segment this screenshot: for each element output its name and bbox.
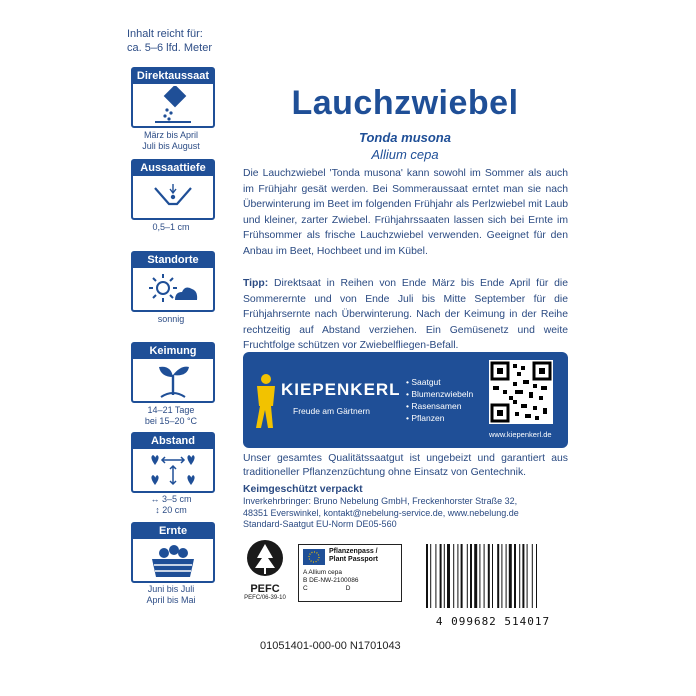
- importer-line: Inverkehrbringer: Bruno Nebelung GmbH, Freckenhorster Straße 32,: [243, 496, 518, 506]
- passport-field-a: A Allium cepa: [303, 569, 343, 576]
- botanical-name: Allium cepa: [371, 147, 439, 162]
- product-category-list: [406, 376, 473, 424]
- brand-banner: [243, 352, 568, 448]
- article-code: 01051401-000-00 N1701043: [260, 640, 401, 652]
- passport-field-c: C: [303, 585, 308, 592]
- importer-info: [243, 496, 568, 531]
- sowing-depth-icon: [133, 176, 213, 218]
- passport-field-cd: [303, 585, 359, 593]
- passport-field-d: D: [345, 585, 351, 592]
- sidebar-box-ernte: [131, 522, 215, 583]
- pefc-logo: [240, 538, 290, 601]
- passport-field-b: B DE-NW-2100086: [303, 577, 359, 584]
- seedling-icon: [133, 359, 213, 401]
- list-item: • Rasensamen: [406, 400, 473, 412]
- sidebar-box-header: Aussaattiefe: [133, 161, 213, 176]
- passport-fields: [303, 569, 359, 593]
- seed-packet-icon: [133, 84, 213, 126]
- barcode: [418, 544, 568, 626]
- sidebar-caption-direktaussaat: [118, 130, 224, 152]
- sidebar-box-abstand: [131, 432, 215, 493]
- passport-title-line: Pflanzenpass /: [329, 548, 378, 555]
- tip-paragraph: [243, 276, 568, 354]
- caption-line: 0,5–1 cm: [152, 222, 190, 232]
- list-item: • Blumenzwiebeln: [406, 388, 473, 400]
- qr-code: [489, 360, 553, 424]
- sealed-note: Keimgeschützt verpackt: [243, 484, 363, 495]
- caption-line: sonnig: [157, 314, 185, 324]
- caption-line: bei 15–20 °C: [144, 416, 198, 426]
- list-item: • Pflanzen: [406, 412, 473, 424]
- sidebar-box-header: Ernte: [133, 524, 213, 539]
- caption-line: März bis April: [143, 130, 198, 140]
- caption-line: ↕ 20 cm: [155, 505, 187, 515]
- barcode-number: 4 099682 514017: [435, 615, 551, 628]
- sidebar-box-direktaussaat: [131, 67, 215, 128]
- pefc-code: PEFC/06-39-10: [244, 595, 286, 601]
- content-info-line2: ca. 5–6 lfd. Meter: [127, 41, 212, 54]
- caption-line: 14–21 Tage: [147, 405, 195, 415]
- passport-title-line: Plant Passport: [329, 556, 379, 563]
- caption-line: Juni bis Juli: [147, 584, 195, 594]
- sidebar-box-header: Direktaussaat: [133, 69, 213, 84]
- caption-line: Juli bis August: [142, 141, 200, 151]
- sidebar-caption-abstand: [118, 494, 224, 516]
- sidebar-box-aussaattiefe: [131, 159, 215, 220]
- content-info: [127, 28, 227, 55]
- passport-title: [329, 548, 378, 564]
- sun-cloud-icon: [133, 268, 213, 310]
- product-title: Lauchzwiebel: [291, 84, 519, 122]
- caption-line: ↔ 3–5 cm: [150, 494, 192, 504]
- list-item: • Saatgut: [406, 376, 473, 388]
- sidebar-caption-keimung: [118, 405, 224, 427]
- barcode-bars: [418, 544, 568, 610]
- brand-website: www.kiepenkerl.de: [489, 430, 552, 439]
- sidebar-caption-standorte: [118, 314, 224, 325]
- sidebar-box-keimung: [131, 342, 215, 403]
- harvest-basket-icon: [133, 539, 213, 581]
- content-info-line1: Inhalt reicht für:: [127, 28, 203, 40]
- hiker-icon: [253, 372, 279, 432]
- product-description: Die Lauchzwiebel 'Tonda musona' kann sowohl im Sommer als auch im Frühjahr gesät werden. Bei Sommeraussaat erntet man sie nach Überwinterung im Beet im folgenden Frühjahr als Perlzwiebel mit Laub und kleiner, zarter Zwiebel. Frühjahrssaaten lassen sich bei Ernte im Frühsommer als frische Lauchzwiebel verwenden. Geeignet für den Anbau im Beet, Hochbeet und im Kübel.: [243, 168, 568, 257]
- variety-name: Tonda musona: [359, 130, 451, 145]
- sidebar-box-standorte: [131, 251, 215, 312]
- pefc-label: PEFC: [250, 583, 280, 595]
- brand-logo: KIEPENKERL: [281, 380, 401, 399]
- sidebar-caption-ernte: [118, 584, 224, 606]
- eu-flag-icon: [303, 549, 325, 565]
- brand-slogan: Freude am Gärtnern: [293, 406, 371, 416]
- sidebar-box-header: Standorte: [133, 253, 213, 268]
- plant-passport: [298, 544, 402, 602]
- spacing-icon: [133, 449, 213, 491]
- pefc-tree-icon: [243, 538, 287, 578]
- quality-statement: Unser gesamtes Qualitätssaatgut ist ungebeizt und garantiert aus traditioneller Pflanzenzüchtung ohne Einsatz von Gentechnik.: [243, 453, 568, 478]
- sidebar-box-header: Keimung: [133, 344, 213, 359]
- tip-text: Direktsaat in Reihen von Ende März bis Ende April für die Sommerernte und von Ende Juli bis Mitte September für die Frühjahrsernte nach Überwinterung. Nach der Keimung in der Reihe rechtzeitig auf Abstand verziehen. Ein Gemüsenetz und weite Fruchtfolge schützen vor Zwiebelfliegen-Befall.: [243, 278, 568, 352]
- tip-label: Tipp:: [243, 278, 269, 289]
- importer-line: 48351 Everswinkel, kontakt@nebelung-service.de, www.nebelung.de: [243, 507, 519, 518]
- sidebar-caption-aussaattiefe: [118, 222, 224, 233]
- standard-line: Standard-Saatgut EU-Norm DE05-560: [243, 519, 397, 529]
- sidebar-box-header: Abstand: [133, 434, 213, 449]
- caption-line: April bis Mai: [146, 595, 196, 605]
